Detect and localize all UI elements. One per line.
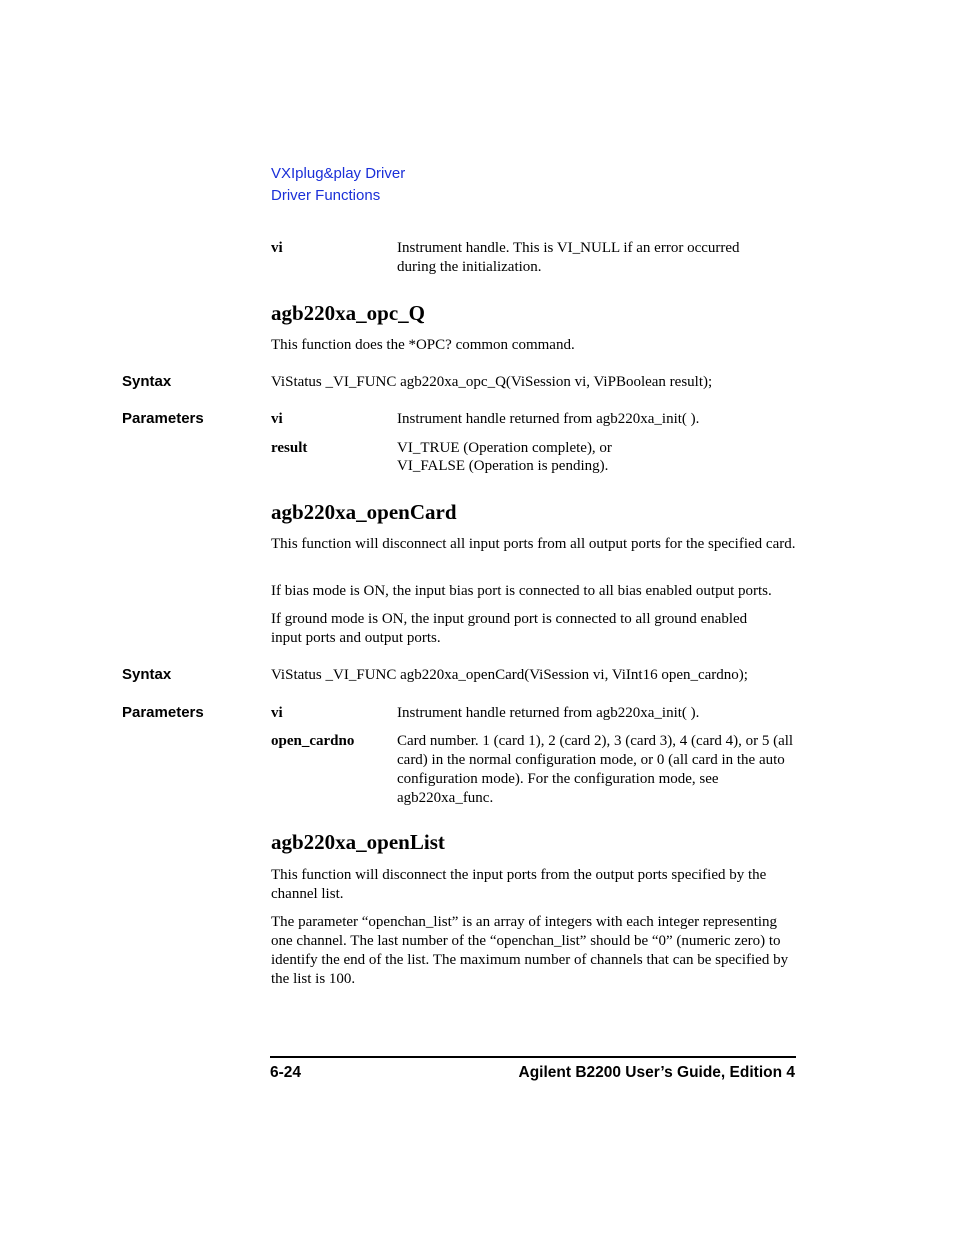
param-name-vi-top: vi	[271, 240, 283, 256]
param-name-result: result	[271, 440, 308, 456]
footer-rule	[270, 1056, 796, 1058]
openlist-paragraph-2: The parameter “openchan_list” is an array of integers with each integer representing one channel. The last number of the “openchan_list” should be “0” (numeric zero) to identify the end of the list. The maximum number of channels that can be specified by the list is 100.	[271, 914, 789, 987]
param-desc-result-line1: VI_TRUE (Operation complete), or	[397, 440, 612, 456]
syntax-text-opc-q: ViStatus _VI_FUNC agb220xa_opc_Q(ViSession vi, ViPBoolean result);	[271, 374, 713, 390]
opencard-paragraph-1: This function will disconnect all input ports from all output ports for the specified card.	[271, 536, 796, 552]
param-desc-vi-top: Instrument handle. This is VI_NULL if an error occurred during the initialization.	[397, 240, 740, 275]
param-desc-vi-opencard: Instrument handle returned from agb220xa_init( ).	[397, 705, 700, 721]
section-title-opc-q: agb220xa_opc_Q	[271, 301, 426, 325]
breadcrumb-link-driver-functions[interactable]: Driver Functions	[271, 187, 381, 204]
param-name-vi: vi	[271, 411, 283, 427]
section-title-openlist: agb220xa_openList	[271, 830, 445, 854]
param-name-vi-opencard: vi	[271, 705, 283, 721]
footer-book-title: Agilent B2200 User’s Guide, Edition 4	[518, 1064, 795, 1081]
opencard-paragraph-3: If ground mode is ON, the input ground port is connected to all ground enabled input ports and output ports.	[271, 611, 748, 646]
section-intro-opc-q: This function does the *OPC? common command.	[271, 337, 575, 353]
parameters-label-opencard: Parameters	[122, 704, 204, 721]
param-desc-result-line2: VI_FALSE (Operation is pending).	[397, 458, 609, 474]
parameters-label-opc-q: Parameters	[122, 410, 204, 427]
syntax-label-opc-q: Syntax	[122, 373, 172, 390]
opencard-paragraph-2: If bias mode is ON, the input bias port is connected to all bias enabled output ports.	[271, 583, 772, 599]
param-name-open-cardno: open_cardno	[271, 733, 355, 749]
param-desc-vi: Instrument handle returned from agb220xa_init( ).	[397, 411, 700, 427]
syntax-text-opencard: ViStatus _VI_FUNC agb220xa_openCard(ViSession vi, ViInt16 open_cardno);	[271, 667, 748, 683]
param-desc-open-cardno: Card number. 1 (card 1), 2 (card 2), 3 (card 3), 4 (card 4), or 5 (all card) in the normal configuration mode, or 0 (all card in the auto configuration mode). For the configuration mode, see agb220xa_func.	[397, 733, 794, 806]
breadcrumb-link-vxiplug[interactable]: VXIplug&play Driver	[271, 165, 406, 182]
openlist-paragraph-1: This function will disconnect the input ports from the output ports specified by the channel list.	[271, 867, 767, 902]
footer-page-number: 6-24	[270, 1064, 302, 1081]
syntax-label-opencard: Syntax	[122, 666, 172, 683]
section-title-opencard: agb220xa_openCard	[271, 500, 457, 524]
